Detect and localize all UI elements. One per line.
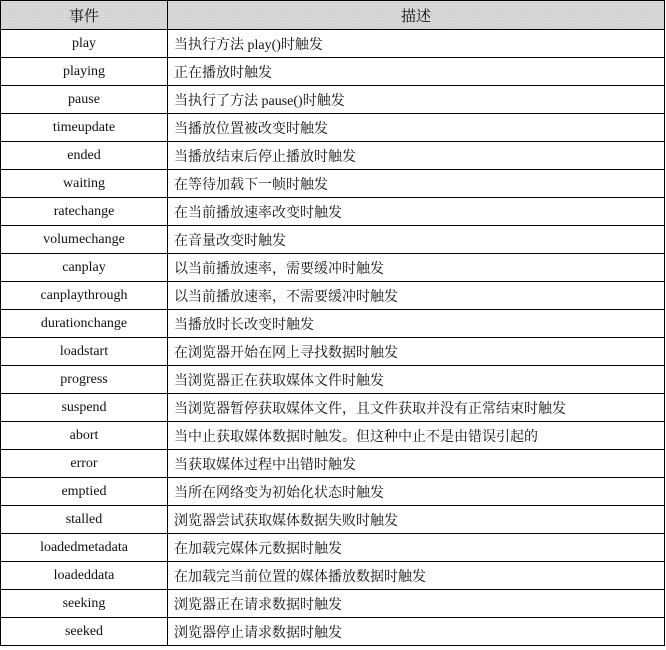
- event-description-cell: 正在播放时触发: [168, 58, 665, 86]
- table-body: [1, 30, 665, 646]
- event-name-cell: pause: [1, 86, 168, 114]
- event-description-cell: 当播放时长改变时触发: [168, 310, 665, 338]
- table-row: [1, 142, 665, 170]
- event-description-cell: 当执行方法 play()时触发: [168, 30, 665, 58]
- event-name-cell: durationchange: [1, 310, 168, 338]
- table-row: [1, 30, 665, 58]
- event-description-cell: 在加载完媒体元数据时触发: [168, 534, 665, 562]
- event-name-cell: loadeddata: [1, 562, 168, 590]
- event-description-cell: 当浏览器正在获取媒体文件时触发: [168, 366, 665, 394]
- event-description-cell: 当浏览器暂停获取媒体文件，且文件获取并没有正常结束时触发: [168, 394, 665, 422]
- table-row: [1, 282, 665, 310]
- table-row: [1, 450, 665, 478]
- table-row: [1, 58, 665, 86]
- table-row: [1, 114, 665, 142]
- event-description-cell: 当所在网络变为初始化状态时触发: [168, 478, 665, 506]
- event-description-cell: 在浏览器开始在网上寻找数据时触发: [168, 338, 665, 366]
- event-name-cell: loadstart: [1, 338, 168, 366]
- table-row: [1, 254, 665, 282]
- event-description-cell: 以当前播放速率，需要缓冲时触发: [168, 254, 665, 282]
- table-row: [1, 590, 665, 618]
- table-row: [1, 338, 665, 366]
- event-name-cell: timeupdate: [1, 114, 168, 142]
- event-description-cell: 浏览器停止请求数据时触发: [168, 618, 665, 646]
- event-description-cell: 以当前播放速率，不需要缓冲时触发: [168, 282, 665, 310]
- event-name-cell: volumechange: [1, 226, 168, 254]
- table-row: [1, 534, 665, 562]
- event-description-cell: 在等待加载下一帧时触发: [168, 170, 665, 198]
- table-row: [1, 562, 665, 590]
- table-row: [1, 86, 665, 114]
- event-name-cell: stalled: [1, 506, 168, 534]
- table-row: [1, 198, 665, 226]
- event-name-cell: waiting: [1, 170, 168, 198]
- event-name-cell: suspend: [1, 394, 168, 422]
- event-name-cell: loadedmetadata: [1, 534, 168, 562]
- table-header-row: [1, 1, 665, 30]
- table-row: [1, 506, 665, 534]
- event-description-cell: 当获取媒体过程中出错时触发: [168, 450, 665, 478]
- table-row: [1, 478, 665, 506]
- event-name-cell: emptied: [1, 478, 168, 506]
- event-description-cell: 在音量改变时触发: [168, 226, 665, 254]
- table-row: [1, 226, 665, 254]
- table-row: [1, 170, 665, 198]
- event-name-cell: seeking: [1, 590, 168, 618]
- table-row: [1, 310, 665, 338]
- table-row: [1, 394, 665, 422]
- event-description-cell: 当播放位置被改变时触发: [168, 114, 665, 142]
- event-description-cell: 当执行了方法 pause()时触发: [168, 86, 665, 114]
- event-description-cell: 在当前播放速率改变时触发: [168, 198, 665, 226]
- event-name-cell: ended: [1, 142, 168, 170]
- event-name-cell: abort: [1, 422, 168, 450]
- event-name-cell: playing: [1, 58, 168, 86]
- table-row: [1, 422, 665, 450]
- event-name-cell: progress: [1, 366, 168, 394]
- event-name-cell: canplaythrough: [1, 282, 168, 310]
- event-description-cell: 当播放结束后停止播放时触发: [168, 142, 665, 170]
- table-row: [1, 366, 665, 394]
- event-name-cell: seeked: [1, 618, 168, 646]
- event-name-cell: play: [1, 30, 168, 58]
- event-description-cell: 当中止获取媒体数据时触发。但这种中止不是由错误引起的: [168, 422, 665, 450]
- column-header-event: 事件: [1, 1, 168, 30]
- event-description-cell: 浏览器尝试获取媒体数据失败时触发: [168, 506, 665, 534]
- event-description-cell: 在加载完当前位置的媒体播放数据时触发: [168, 562, 665, 590]
- table-row: [1, 618, 665, 646]
- event-description-cell: 浏览器正在请求数据时触发: [168, 590, 665, 618]
- event-name-cell: ratechange: [1, 198, 168, 226]
- event-name-cell: canplay: [1, 254, 168, 282]
- event-name-cell: error: [1, 450, 168, 478]
- column-header-description: 描述: [168, 1, 665, 30]
